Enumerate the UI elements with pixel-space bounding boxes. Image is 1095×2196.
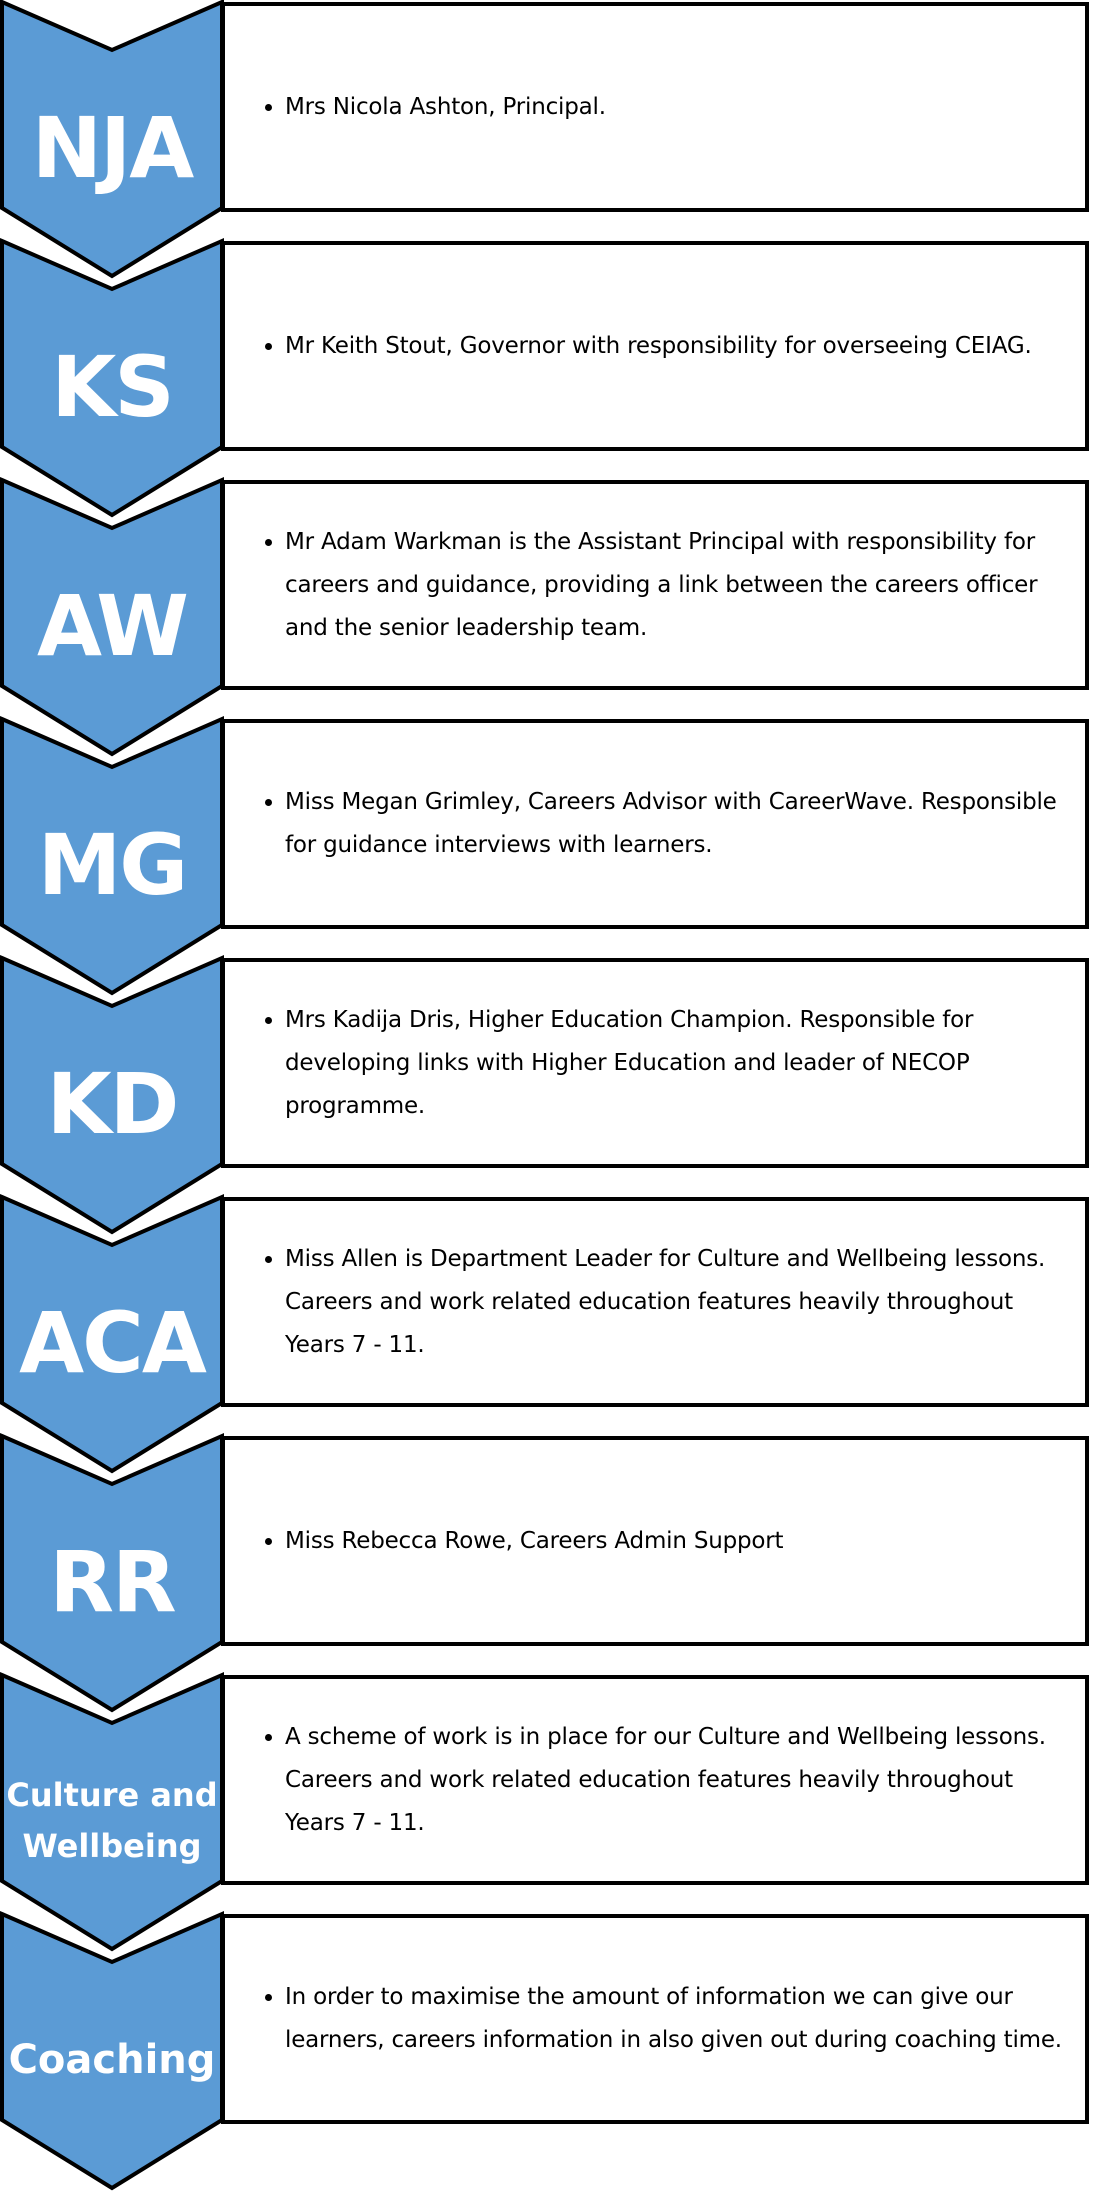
- process-row-aw: [0, 478, 1095, 715]
- description-bullet-rr: • Miss Rebecca Rowe, Careers Admin Support: [285, 1520, 783, 1563]
- description-bullet-kd: • Mrs Kadija Dris, Higher Education Champion. Responsible for developing links with Higher Education and leader of NECOP programme.: [285, 999, 1069, 1128]
- chevron-label-ks: KS: [51, 338, 173, 436]
- chevron-label-aw: AW: [37, 577, 187, 675]
- process-row-ks: [0, 239, 1095, 476]
- description-bullet-ks: • Mr Keith Stout, Governor with responsibility for overseeing CEIAG.: [285, 325, 1032, 368]
- description-box-kd: [221, 958, 1089, 1168]
- process-row-aca: [0, 1195, 1095, 1432]
- chevron-label-kd: KD: [46, 1055, 178, 1153]
- description-box-mg: [221, 719, 1089, 929]
- description-bullet-culture-and-wellbeing: • A scheme of work is in place for our Culture and Wellbeing lessons. Careers and work related education features heavily throughout Years 7 - 11.: [285, 1716, 1069, 1845]
- process-row-kd: [0, 956, 1095, 1193]
- chevron-label-mg: MG: [37, 816, 187, 914]
- description-bullet-aca: • Miss Allen is Department Leader for Culture and Wellbeing lessons. Careers and work related education features heavily throughout Years 7 - 11.: [285, 1238, 1069, 1367]
- description-box-aw: [221, 480, 1089, 690]
- chevron-label-culture-and-wellbeing: Culture and Wellbeing: [6, 1775, 218, 1865]
- description-bullet-mg: • Miss Megan Grimley, Careers Advisor with CareerWave. Responsible for guidance interviews with learners.: [285, 781, 1069, 867]
- process-row-rr: [0, 1434, 1095, 1671]
- process-row-coaching: [0, 1912, 1095, 2149]
- description-box-rr: [221, 1436, 1089, 1646]
- description-box-culture-and-wellbeing: [221, 1675, 1089, 1885]
- process-row-nja: [0, 0, 1095, 237]
- process-row-mg: [0, 717, 1095, 954]
- description-box-ks: [221, 241, 1089, 451]
- chevron-label-aca: ACA: [19, 1294, 205, 1392]
- description-bullet-nja: • Mrs Nicola Ashton, Principal.: [285, 86, 606, 129]
- description-box-coaching: [221, 1914, 1089, 2124]
- process-row-culture-and-wellbeing: [0, 1673, 1095, 1910]
- chevron-label-nja: NJA: [31, 99, 193, 197]
- description-box-nja: [221, 2, 1089, 212]
- description-box-aca: [221, 1197, 1089, 1407]
- chevron-label-coaching: Coaching: [8, 2037, 216, 2083]
- description-bullet-coaching: • In order to maximise the amount of information we can give our learners, careers information in also given out during coaching time.: [285, 1976, 1069, 2062]
- description-bullet-aw: • Mr Adam Warkman is the Assistant Principal with responsibility for careers and guidance, providing a link between the careers officer and the senior leadership team.: [285, 521, 1069, 650]
- chevron-label-rr: RR: [49, 1533, 175, 1631]
